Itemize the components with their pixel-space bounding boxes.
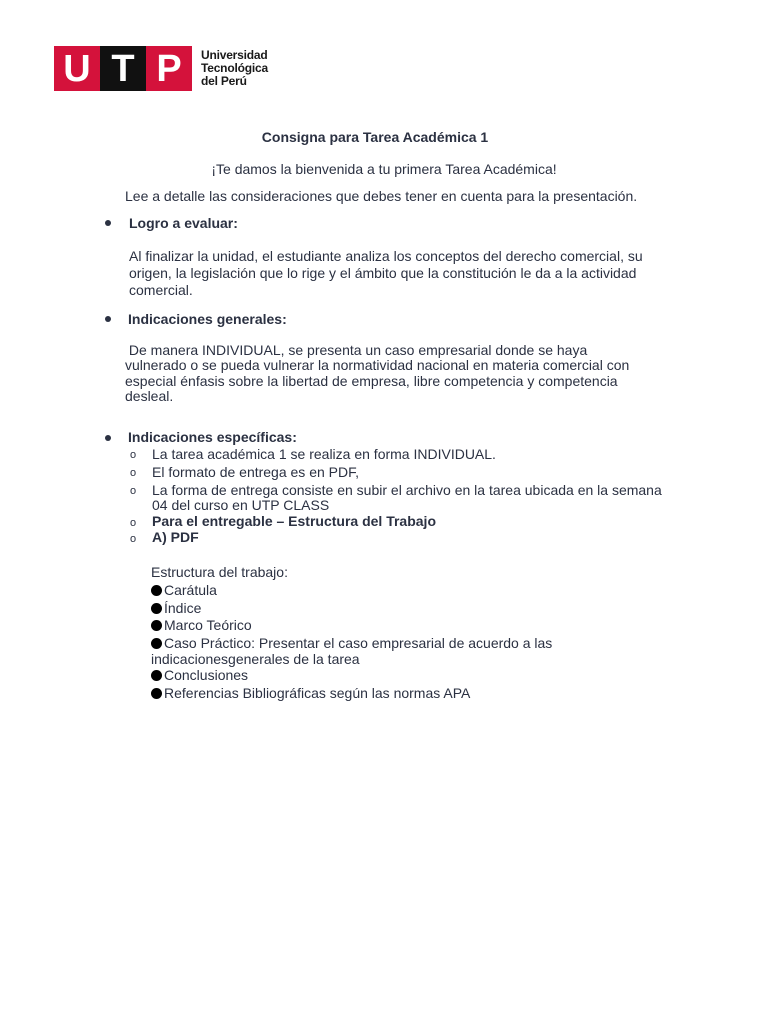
estructura-item: Conclusiones: [164, 667, 249, 683]
generales-line: vulnerado o se pueda vulnerar la normatividad nacional en materia comercial con: [125, 357, 630, 373]
estructura-item: Marco Teórico: [164, 617, 252, 633]
logo-name-line: del Perú: [201, 74, 247, 88]
filled-circle-icon: [151, 603, 162, 614]
logo-letter-p: P: [146, 46, 192, 91]
generales-line: De manera INDIVIDUAL, se presenta un caso empresarial donde se haya: [125, 342, 588, 358]
sub-bullet-icon: o: [130, 449, 137, 461]
logro-line: Al finalizar la unidad, el estudiante analiza los conceptos del derecho comercial, su: [129, 248, 643, 264]
filled-circle-icon: [151, 670, 162, 681]
document-title: Consigna para Tarea Académica 1: [261, 129, 489, 145]
sub-bullet-icon: o: [130, 467, 137, 479]
estructura-item: Índice: [164, 600, 202, 616]
logo-letter-t: T: [100, 46, 146, 91]
filled-circle-icon: [151, 638, 162, 649]
estructura-item: Referencias Bibliográficas según las normas APA: [164, 685, 471, 701]
generales-line: especial énfasis sobre la libertad de empresa, libre competencia y competencia: [125, 373, 618, 389]
especificas-item-continued: 04 del curso en UTP CLASS: [152, 497, 330, 513]
filled-circle-icon: [151, 585, 162, 596]
sub-bullet-icon: o: [130, 533, 137, 545]
logo-name-line: Universidad: [201, 48, 268, 62]
logo-university-name: [201, 46, 268, 91]
estructura-label: Estructura del trabajo:: [151, 564, 288, 580]
generales-line: desleal.: [125, 388, 174, 404]
logo-name-line: Tecnológica: [201, 61, 268, 75]
welcome-text: ¡Te damos la bienvenida a tu primera Tarea Académica!: [211, 161, 557, 177]
estructura-item-continued: indicacionesgenerales de la tarea: [151, 651, 360, 667]
bullet-icon: [105, 316, 111, 322]
especificas-item: A) PDF: [152, 529, 199, 545]
logro-line: origen, la legislación que lo rige y el ámbito que la constitución le da a la actividad: [129, 265, 637, 281]
especificas-item: El formato de entrega es en PDF,: [152, 464, 359, 480]
estructura-item: Carátula: [164, 582, 217, 598]
sub-bullet-icon: o: [130, 485, 137, 497]
especificas-item: La forma de entrega consiste en subir el archivo en la tarea ubicada en la semana: [152, 482, 662, 498]
logro-heading: Logro a evaluar:: [129, 215, 238, 231]
generales-heading: Indicaciones generales:: [128, 311, 287, 327]
filled-circle-icon: [151, 688, 162, 699]
intro-text: Lee a detalle las consideraciones que debes tener en cuenta para la presentación.: [125, 188, 638, 204]
filled-circle-icon: [151, 620, 162, 631]
logo-letter-u: U: [54, 46, 100, 91]
especificas-item: Para el entregable – Estructura del Trabajo: [152, 513, 436, 529]
utp-logo: [54, 46, 268, 91]
bullet-icon: [105, 435, 111, 441]
logro-line: comercial.: [129, 282, 193, 298]
sub-bullet-icon: o: [130, 517, 137, 529]
especificas-item: La tarea académica 1 se realiza en forma INDIVIDUAL.: [152, 446, 496, 462]
bullet-icon: [105, 220, 111, 226]
estructura-item: Caso Práctico: Presentar el caso empresarial de acuerdo a las: [164, 635, 553, 651]
especificas-heading: Indicaciones específicas:: [128, 429, 297, 445]
